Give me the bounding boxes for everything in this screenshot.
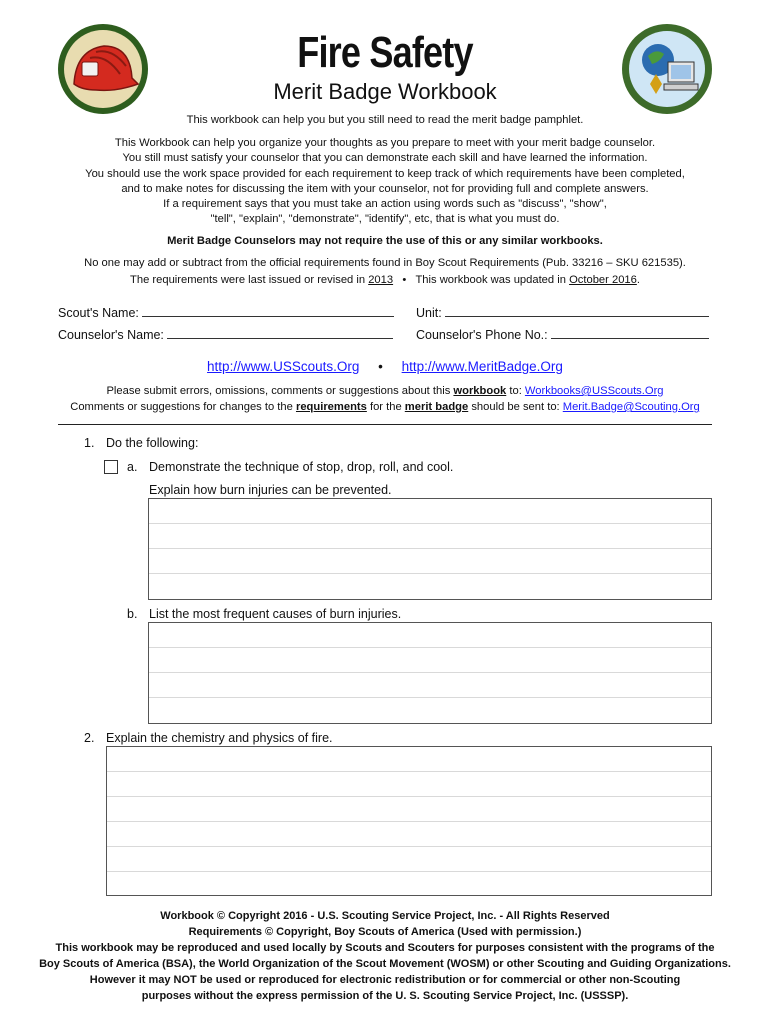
- requirement-2-text: Explain the chemistry and physics of fire.: [106, 731, 333, 745]
- intro-line: This workbook can help you but you still need to read the merit badge pamphlet.: [186, 114, 584, 126]
- intro-paragraph-line: You still must satisfy your counselor that you can demonstrate each skill and have learned the information.: [122, 152, 648, 165]
- requirement-2-number: 2.: [84, 731, 95, 745]
- footer-copyright: [0, 908, 770, 1004]
- bullet-separator: •: [402, 274, 407, 286]
- intro-paragraph-line: "tell", "explain", "demonstrate", "identify", etc, that is what you must do.: [210, 213, 560, 226]
- website-links: [0, 359, 770, 374]
- requirement-1a-text: Demonstrate the technique of stop, drop, roll, and cool.: [149, 460, 454, 474]
- answer-box-1b[interactable]: [148, 622, 712, 724]
- workbooks-email-link[interactable]: Workbooks@USScouts.Org: [524, 385, 664, 397]
- revision-info: [0, 273, 770, 288]
- answer-box-1a[interactable]: [148, 498, 712, 600]
- footer-line: Boy Scouts of America (BSA), the World Organization of the Scout Movement (WOSM) or other Scouting and Guiding Organizations.: [39, 958, 731, 970]
- counselor-warning: Merit Badge Counselors may not require the use of this or any similar workbooks.: [167, 235, 603, 247]
- submit-requirements-word: requirements: [295, 401, 367, 413]
- scout-name-label: Scout's Name:: [58, 306, 139, 320]
- meritbadge-link[interactable]: http://www.MeritBadge.Org: [401, 359, 563, 374]
- requirement-1-text: Do the following:: [106, 436, 199, 450]
- requirement-1a-subtext: Explain how burn injuries can be prevented.: [149, 483, 392, 497]
- counselor-name-label: Counselor's Name:: [58, 328, 164, 342]
- submit-text: should be sent to:: [468, 401, 563, 413]
- updated-date: October 2016: [569, 274, 637, 286]
- requirement-1a-checkbox[interactable]: [104, 460, 118, 474]
- issued-label: The requirements were last issued or revised in: [130, 274, 369, 286]
- requirement-1b-text: List the most frequent causes of burn injuries.: [149, 607, 402, 621]
- updated-suffix: .: [636, 274, 640, 286]
- usscouts-link[interactable]: http://www.USScouts.Org: [207, 359, 360, 374]
- intro-paragraph-line: If a requirement says that you must take an action using words such as "discuss", "show",: [163, 198, 607, 211]
- divider: [58, 424, 712, 425]
- issued-year: 2013: [368, 274, 394, 286]
- intro-paragraph-line: This Workbook can help you organize your thoughts as you prepare to meet with your merit badge counselor.: [114, 137, 656, 149]
- requirement-1a-letter: a.: [127, 460, 138, 474]
- counselor-phone-label: Counselor's Phone No.:: [416, 328, 548, 342]
- footer-line: However it may NOT be used or reproduced for electronic redistribution or for commercial or other non-Scouting: [89, 974, 681, 986]
- scout-name-field[interactable]: [58, 306, 394, 320]
- unit-label: Unit:: [416, 306, 442, 320]
- footer-line: Workbook © Copyright 2016 - U.S. Scouting Service Project, Inc. - All Rights Reserved: [160, 910, 610, 922]
- intro-paragraph-line: You should use the work space provided for each requirement to keep track of which requirements have been completed,: [85, 167, 685, 180]
- submit-merit-badge-word: merit badge: [404, 401, 469, 413]
- submit-text: Please submit errors, omissions, comments or suggestions about this: [106, 385, 454, 397]
- intro-paragraph-line: and to make notes for discussing the item with your counselor, not for providing full and complete answers.: [121, 182, 649, 195]
- submit-workbook-word: workbook: [453, 385, 507, 397]
- intro-paragraph: [0, 136, 770, 228]
- answer-box-2[interactable]: [106, 746, 712, 896]
- submit-workbook-line: [0, 384, 770, 399]
- link-separator: •: [378, 359, 383, 374]
- merit-badge-email-link[interactable]: Merit.Badge@Scouting.Org: [562, 401, 700, 413]
- requirement-1-number: 1.: [84, 436, 95, 450]
- unit-field[interactable]: [416, 306, 709, 320]
- footer-line: Requirements © Copyright, Boy Scouts of America (Used with permission.): [188, 926, 582, 938]
- counselor-phone-field[interactable]: [416, 328, 709, 342]
- counselor-name-field[interactable]: [58, 328, 393, 342]
- footer-line: This workbook may be reproduced and used locally by Scouts and Scouters for purposes consistent with the programs of the: [55, 942, 715, 954]
- submit-text: to:: [506, 385, 525, 397]
- submit-requirements-line: [0, 400, 770, 415]
- submit-text: Comments or suggestions for changes to the: [70, 401, 296, 413]
- page-title: Fire Safety: [297, 28, 473, 77]
- official-requirements-note: No one may add or subtract from the official requirements found in Boy Scout Requirements (Pub. 33216 – SKU 621535).: [84, 257, 686, 269]
- submit-text: for the: [366, 401, 405, 413]
- page-subtitle: Merit Badge Workbook: [273, 79, 497, 104]
- updated-label: This workbook was updated in: [415, 274, 570, 286]
- requirement-1b-letter: b.: [127, 607, 138, 621]
- footer-line: purposes without the express permission of the U. S. Scouting Service Project, Inc. (USSSP).: [141, 990, 629, 1002]
